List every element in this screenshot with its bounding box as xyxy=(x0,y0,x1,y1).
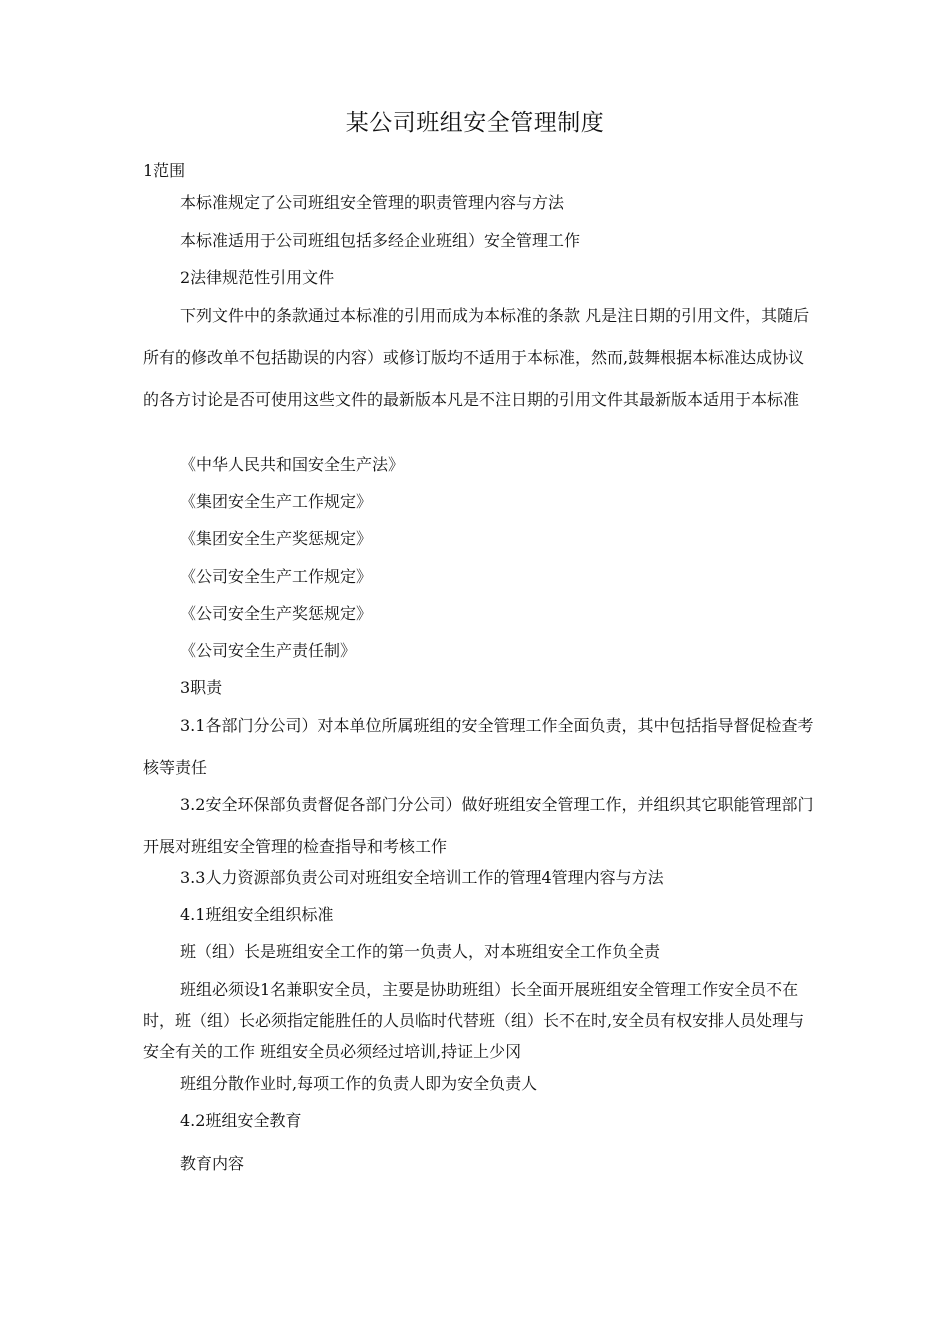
reference-item: 《集团安全生产奖惩规定》 xyxy=(180,529,373,548)
section-heading-organization: 4.1班组安全组织标准 xyxy=(180,905,334,924)
reference-item: 《公司安全生产奖惩规定》 xyxy=(180,604,373,623)
reference-item: 《公司安全生产工作规定》 xyxy=(180,567,373,586)
reference-item: 《集团安全生产工作规定》 xyxy=(180,492,373,511)
paragraph: 班组必须设1名兼职安全员，主要是协助班组）长全面开展班组安全管理工作安全员不在时，班（组）长必须指定能胜任的人员临时代替班（组）长不在时,安全员有权安排人员处理与安全有关的工作 班组安全员必须经过培训,持证上少冈 xyxy=(143,980,805,1061)
reference-item: 《公司安全生产责任制》 xyxy=(180,641,357,660)
section-heading-duties: 3职责 xyxy=(180,678,223,697)
section-heading-scope: 1范围 xyxy=(143,161,186,180)
paragraph: 3.1各部门分公司）对本单位所属班组的安全管理工作全面负责，其中包括指导督促检查考核等责任 xyxy=(143,716,814,777)
paragraph: 3.3人力资源部负责公司对班组安全培训工作的管理4管理内容与方法 xyxy=(180,868,664,887)
paragraph: 班（组）长是班组安全工作的第一负责人，对本班组安全工作负全责 xyxy=(180,942,661,961)
paragraph: 本标准适用于公司班组包括多经企业班组）安全管理工作 xyxy=(180,231,581,250)
section-heading-education: 4.2班组安全教育 xyxy=(180,1111,302,1130)
paragraph: 本标准规定了公司班组安全管理的职责管理内容与方法 xyxy=(180,193,565,212)
section-heading-references: 2法律规范性引用文件 xyxy=(180,268,335,287)
paragraph-references-body: 下列文件中的条款通过本标准的引用而成为本标准的条款 凡是注日期的引用文件，其随后所有的修改单不包括勘误的内容）或修订版均不适用于本标准，然而,鼓舞根据本标准达成协议的各方讨论是否可使用这些文件的最新版本凡是不注日期的引用文件其最新版本适用于本标准 xyxy=(143,306,810,409)
paragraph: 教育内容 xyxy=(180,1154,245,1173)
paragraph: 班组分散作业时,每项工作的负责人即为安全负责人 xyxy=(180,1074,538,1093)
document-title: 某公司班组安全管理制度 xyxy=(345,110,605,136)
paragraph: 3.2安全环保部负责督促各部门分公司）做好班组安全管理工作，并组织其它职能管理部门开展对班组安全管理的检查指导和考核工作 xyxy=(143,795,814,856)
reference-item: 《中华人民共和国安全生产法》 xyxy=(180,455,405,474)
